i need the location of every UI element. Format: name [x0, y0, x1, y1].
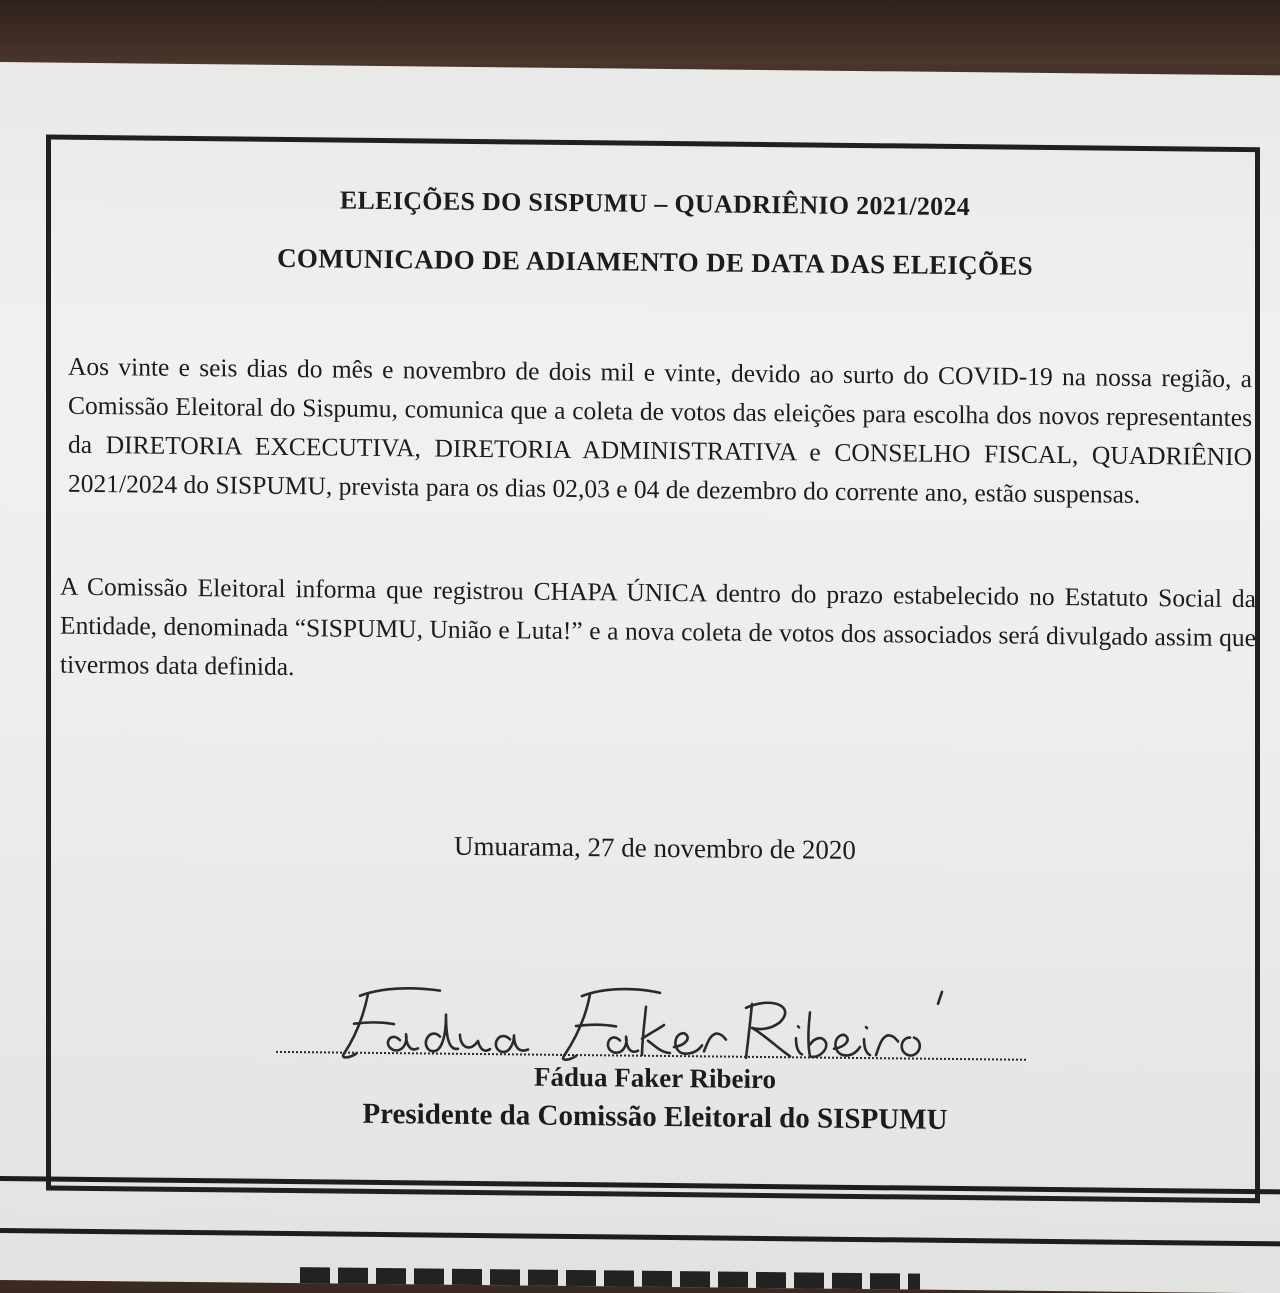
newspaper-page: [0, 62, 1280, 1293]
signer-name: Fádua Faker Ribeiro: [533, 1061, 776, 1095]
page-rule-bottom: [0, 1228, 1280, 1246]
signer-role: Presidente da Comissão Eleitoral do SISPUMU: [362, 1097, 948, 1136]
notice-title: ELEIÇÕES DO SISPUMU – QUADRIÊNIO 2021/2024: [339, 185, 971, 222]
place-date: Umuarama, 27 de novembro de 2020: [454, 830, 856, 865]
next-section-heading-cut-off: [300, 1261, 920, 1289]
notice-paragraph-2: A Comissão Eleitoral informa que registrou CHAPA ÚNICA dentro do prazo estabelecido no Estatuto Social da Entidade, denominada “SISPUMU, União e Luta!” e a nova coleta de votos dos associados será divulgado assim que tivermos data definida.: [60, 571, 1256, 682]
notice-subtitle: COMUNICADO DE ADIAMENTO DE DATA DAS ELEIÇÕES: [277, 242, 1033, 281]
notice-paragraph-1: Aos vinte e seis dias do mês e novembro de dois mil e vinte, devido ao surto do COVID-19 na nossa região, a Comissão Eleitoral do Sispumu, comunica que a coleta de votos das eleições para escolha dos novos representantes da DIRETORIA EXCECUTIVA, DIRETORIA ADMINISTRATIVA e CONSELHO FISCAL, QUADRIÊNIO 2021/2024 do SISPUMU, prevista para os dias 02,03 e 04 de dezembro do corrente ano, estão suspensas.: [68, 351, 1252, 509]
